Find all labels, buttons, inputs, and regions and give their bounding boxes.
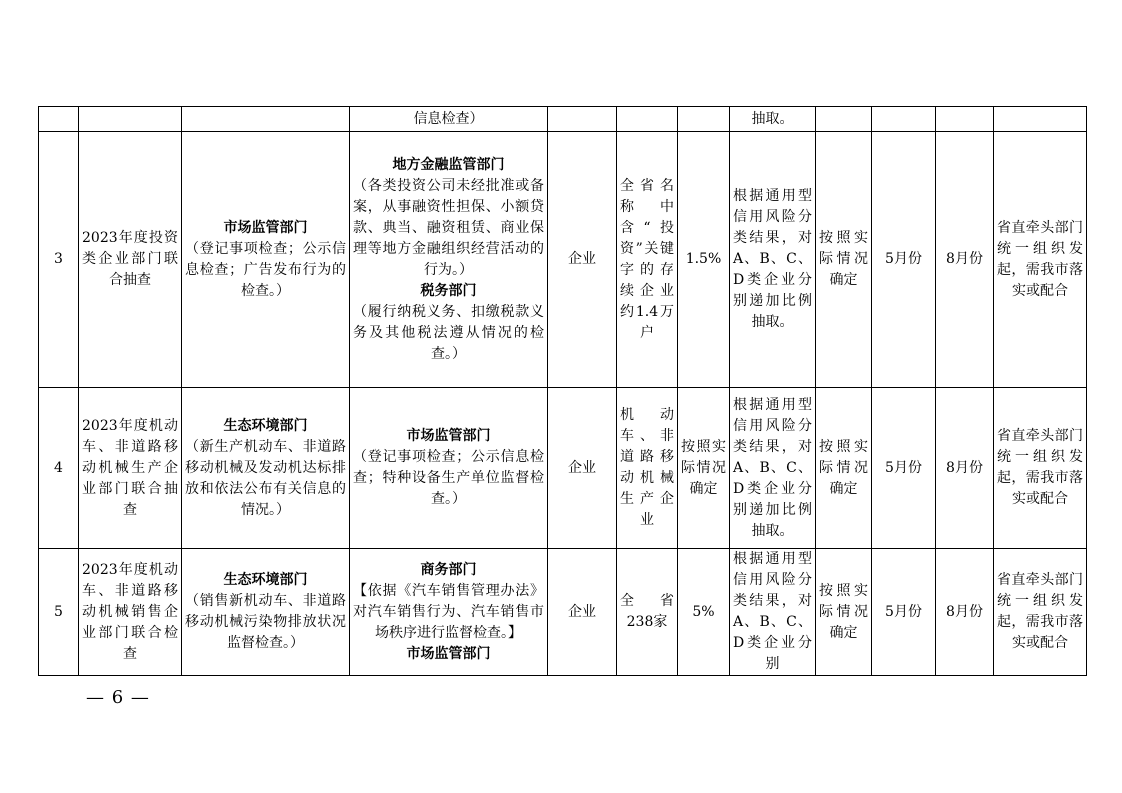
sample-ratio: 按照实际情况确定: [678, 388, 730, 549]
lead-items: （销售新机动车、非道路移动机械污染物排放状况监督检查。）: [185, 593, 346, 651]
start-month: 5月份: [872, 388, 936, 549]
coop-department: 地方金融监管部门: [392, 156, 505, 173]
end-month: 8月份: [936, 388, 994, 549]
start-month: 5月份: [872, 132, 936, 388]
lead-items: （新生产机动车、非道路移动机械及发动机达标排放和依法公布有关信息的情况。）: [185, 438, 346, 518]
lead-department-cell: [182, 549, 350, 676]
lead-department-cell: [182, 132, 350, 388]
inspection-object: 企业: [548, 388, 617, 549]
sample-ratio: 1.5%: [678, 132, 730, 388]
coop-items: （各类投资公司未经批准或备案，从事融资性担保、小额贷款、典当、融资租赁、商业保理等地方金融组织经营活动的行为。）: [353, 177, 544, 278]
start-month: 5月份: [872, 549, 936, 676]
row-number: 3: [39, 132, 79, 388]
task-name: 2023年度机动车、非道路移动机械生产企业部门联合抽查: [79, 388, 182, 549]
coop-department: 市场监管部门: [406, 645, 491, 662]
end-month: 8月份: [936, 549, 994, 676]
page-number: — 6 —: [86, 687, 150, 708]
coop-items: （履行纳税义务、扣缴税款义务及其他税法遵从情况的检查。）: [353, 303, 544, 362]
method-continuation: 抽取。: [730, 107, 816, 132]
note: 省直牵头部门统一组织发起，需我市落实或配合: [994, 132, 1087, 388]
coop-items: 【依据《汽车销售管理办法》对汽车销售行为、汽车销售市场秩序进行监督检查。】: [353, 582, 544, 641]
table-row: [39, 132, 1087, 388]
inspection-scope: 全省238家: [617, 549, 678, 676]
lead-department: 市场监管部门: [223, 219, 308, 236]
sampling-method: 根据通用型信用风险分类结果，对A、B、C、D类企业分别递加比例抽取。: [730, 132, 816, 388]
row-number: 5: [39, 549, 79, 676]
frequency: 按照实际情况确定: [816, 549, 872, 676]
sampling-method: 根据通用型信用风险分类结果，对A、B、C、D类企业分别递加比例抽取。: [730, 388, 816, 549]
lead-items: （登记事项检查；公示信息检查；广告发布行为的检查。）: [185, 240, 346, 299]
lead-department-cell: [182, 388, 350, 549]
frequency: 按照实际情况确定: [816, 132, 872, 388]
sample-ratio: 5%: [678, 549, 730, 676]
table-row: [39, 388, 1087, 549]
note: 省直牵头部门统一组织发起，需我市落实或配合: [994, 388, 1087, 549]
coop-department: 商务部门: [420, 561, 477, 578]
coop-items: （登记事项检查；公示信息检查；特种设备生产单位监督检查。）: [353, 449, 544, 507]
inspection-object: 企业: [548, 549, 617, 676]
table-row: [39, 549, 1087, 676]
end-month: 8月份: [936, 132, 994, 388]
cooperating-department-cell: [350, 132, 548, 388]
task-name: 2023年度投资类企业部门联合抽查: [79, 132, 182, 388]
sampling-method: 根据通用型信用风险分类结果，对A、B、C、D类企业分别: [730, 549, 816, 676]
inspection-scope: 全省名称中含“投资”关键字的存续企业约1.4万户: [617, 132, 678, 388]
cooperating-department-cell: [350, 388, 548, 549]
note: 省直牵头部门统一组织发起，需我市落实或配合: [994, 549, 1087, 676]
coop-department: 市场监管部门: [406, 428, 491, 444]
task-name: 2023年度机动车、非道路移动机械销售企业部门联合检查: [79, 549, 182, 676]
lead-department: 生态环境部门: [223, 417, 308, 434]
coop-department: 税务部门: [420, 282, 477, 299]
coop-items-continuation: 信息检查）: [350, 107, 548, 132]
lead-department: 生态环境部门: [223, 572, 308, 588]
frequency: 按照实际情况确定: [816, 388, 872, 549]
inspection-scope: 机动车、非道路移动机械生产企业: [617, 388, 678, 549]
table-row-continuation: [39, 107, 1087, 132]
inspection-table: [38, 106, 1087, 676]
row-number: 4: [39, 388, 79, 549]
inspection-object: 企业: [548, 132, 617, 388]
cooperating-department-cell: [350, 549, 548, 676]
